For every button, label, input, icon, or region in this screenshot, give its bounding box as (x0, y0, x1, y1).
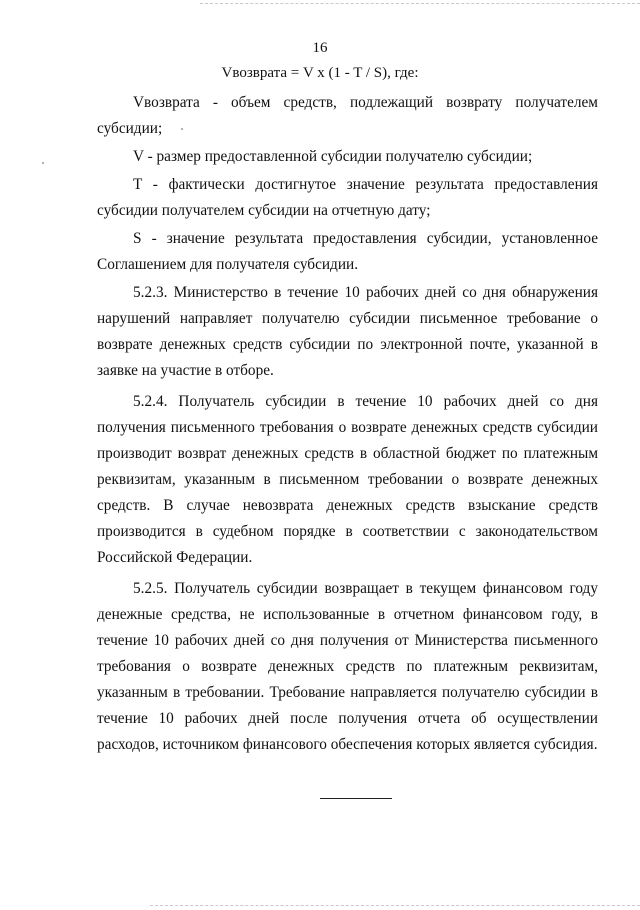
clause-5-2-3: 5.2.3. Министерство в течение 10 рабочих дней со дня обнаружения нарушений направляет получателю субсидии письменное требование о возврате денежных средств субсидии по электронной почте, указанной в заявке на участие в отборе. (97, 284, 598, 379)
scan-speck (181, 128, 183, 130)
clause-5-2-5: 5.2.5. Получатель субсидии возвращает в текущем финансовом году денежные средства, не использованные в отчетном финансовом году, в течение 10 рабочих дней со дня получения от Министерства письменного требования о возврате денежных средств по платежным реквизитам, указанным в требовании. Требование направляется получателю субсидии в течение 10 рабочих дней после получения отчета об осуществлении расходов, источником финансового обеспечения которых является субсидия. (97, 580, 598, 753)
document-body (97, 90, 598, 758)
definition-s: S - значение результата предоставления субсидии, установленное Соглашением для получателя субсидии. (97, 230, 598, 273)
scan-speck (42, 162, 44, 164)
clause-5-2-4: 5.2.4. Получатель субсидии в течение 10 рабочих дней со дня получения письменного требования о возврате денежных средств субсидии производит возврат денежных средств в областной бюджет по платежным реквизитам, указанным в письменном требовании о возврате денежных средств. В случае невозврата денежных средств взыскание средств производится в судебном порядке в соответствии с законодательством Российской Федерации. (97, 393, 598, 566)
definition-t: T - фактически достигнутое значение результата предоставления субсидии получателем субсидии на отчетную дату; (97, 176, 598, 219)
definition-v-return: Vвозврата - объем средств, подлежащий возврату получателем субсидии; (97, 94, 598, 137)
page-number: 16 (312, 40, 328, 56)
scan-edge-top (200, 3, 640, 4)
formula: Vвозврата = V x (1 - T / S), где: (221, 65, 419, 81)
scan-edge-bottom (150, 905, 640, 906)
end-divider (320, 798, 392, 799)
definition-v: V - размер предоставленной субсидии получателю субсидии; (133, 148, 533, 165)
